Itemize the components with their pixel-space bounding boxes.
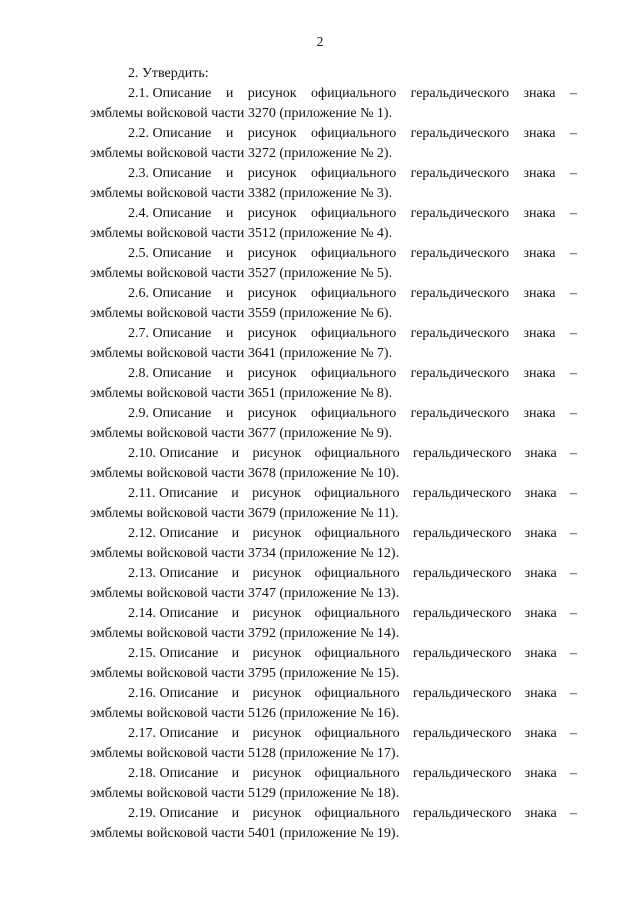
item-second-line: эмблемы войсковой части 3679 (приложение № 11). [90, 506, 399, 521]
item-dash: – [569, 566, 577, 581]
item-dash: – [569, 606, 577, 621]
item-word: и [225, 246, 234, 261]
list-item [90, 284, 577, 324]
item-word: геральдического [412, 726, 512, 741]
list-item [90, 124, 577, 164]
item-dash: – [569, 726, 577, 741]
item-word: знака [524, 566, 557, 581]
item-word: геральдического [412, 766, 512, 781]
item-lead [128, 724, 218, 744]
item-word: знака [523, 326, 556, 341]
item-word: рисунок [247, 126, 297, 141]
list-item [90, 84, 577, 124]
item-word: знака [523, 86, 556, 101]
item-word: рисунок [252, 806, 302, 821]
item-number: 2.4. [128, 206, 149, 221]
item-first-line [90, 124, 577, 144]
item-lead [128, 164, 211, 184]
item-word: Описание [159, 646, 219, 661]
item-first-line [90, 684, 577, 704]
item-number: 2.5. [128, 246, 149, 261]
item-word: геральдического [412, 446, 512, 461]
item-word: знака [523, 166, 556, 181]
item-lead [128, 444, 218, 464]
item-second-line: эмблемы войсковой части 5129 (приложение № 18). [90, 786, 400, 801]
item-word: официального [314, 766, 400, 781]
item-word: официального [311, 286, 397, 301]
item-word: рисунок [247, 86, 297, 101]
item-number: 2.2. [128, 126, 149, 141]
item-lead [128, 764, 218, 784]
item-word: геральдического [410, 326, 510, 341]
item-number: 2.15. [128, 646, 156, 661]
item-dash: – [569, 366, 577, 381]
item-word: официального [314, 686, 400, 701]
item-word: знака [524, 726, 557, 741]
item-second-line: эмблемы войсковой части 3527 (приложение № 5). [90, 266, 393, 281]
item-lead [128, 524, 218, 544]
item-number: 2.14. [128, 606, 156, 621]
item-word: рисунок [247, 246, 297, 261]
list-item [90, 684, 577, 724]
item-word: Описание [152, 86, 212, 101]
item-second-line: эмблемы войсковой части 3559 (приложение № 6). [90, 306, 393, 321]
item-dash: – [569, 646, 577, 661]
item-word: геральдического [412, 646, 512, 661]
item-number: 2.7. [128, 326, 149, 341]
item-word: Описание [158, 486, 218, 501]
item-second-line: эмблемы войсковой части 5401 (приложение № 19). [90, 826, 400, 841]
item-first-line [90, 284, 577, 304]
item-word: и [225, 406, 234, 421]
item-word: официального [314, 806, 400, 821]
item-lead [128, 324, 211, 344]
item-second-line: эмблемы войсковой части 3382 (приложение № 3). [90, 186, 393, 201]
item-lead [128, 804, 218, 824]
item-lead [128, 284, 211, 304]
items-list [90, 84, 577, 844]
item-number: 2.19. [128, 806, 156, 821]
item-word: геральдического [410, 366, 510, 381]
item-word: и [231, 766, 240, 781]
item-word: знака [523, 246, 556, 261]
item-word: рисунок [247, 406, 297, 421]
item-word: официального [314, 446, 400, 461]
item-word: и [231, 486, 239, 501]
item-word: знака [524, 486, 557, 501]
item-dash: – [569, 246, 577, 261]
item-word: и [231, 566, 240, 581]
item-word: и [225, 366, 234, 381]
item-word: официального [314, 566, 400, 581]
item-word: геральдического [410, 246, 510, 261]
item-second-line: эмблемы войсковой части 5126 (приложение № 16). [90, 706, 400, 721]
item-word: официального [311, 86, 397, 101]
list-item [90, 564, 577, 604]
item-dash: – [569, 526, 577, 541]
item-number: 2.6. [128, 286, 149, 301]
item-word: Описание [159, 806, 219, 821]
item-word: и [225, 326, 234, 341]
item-number: 2.17. [128, 726, 156, 741]
item-word: знака [524, 766, 557, 781]
item-word: официального [314, 646, 400, 661]
item-word: геральдического [412, 806, 512, 821]
item-number: 2.11. [128, 486, 156, 501]
item-word: Описание [159, 566, 219, 581]
list-item [90, 404, 577, 444]
item-second-line: эмблемы войсковой части 3677 (приложение № 9). [90, 426, 393, 441]
item-word: официального [314, 486, 400, 501]
item-first-line [90, 404, 577, 424]
item-word: рисунок [247, 166, 297, 181]
item-word: официального [311, 406, 397, 421]
item-number: 2.12. [128, 526, 156, 541]
item-number: 2.18. [128, 766, 156, 781]
item-word: официального [311, 166, 397, 181]
item-second-line: эмблемы войсковой части 3678 (приложение № 10). [90, 466, 400, 481]
item-second-line: эмблемы войсковой части 3795 (приложение № 15). [90, 666, 400, 681]
page-number: 2 [316, 34, 324, 49]
item-dash: – [569, 86, 577, 101]
item-dash: – [569, 486, 577, 501]
item-word: рисунок [247, 206, 297, 221]
item-word: официального [311, 126, 397, 141]
item-first-line [90, 84, 577, 104]
item-first-line [90, 764, 577, 784]
item-dash: – [569, 326, 577, 341]
item-word: рисунок [252, 606, 302, 621]
item-word: знака [523, 406, 556, 421]
item-second-line: эмблемы войсковой части 3272 (приложение № 2). [90, 146, 393, 161]
item-first-line [90, 444, 577, 464]
item-word: Описание [152, 406, 212, 421]
item-word: Описание [152, 326, 212, 341]
item-number: 2.9. [128, 406, 149, 421]
item-word: рисунок [247, 286, 297, 301]
list-item [90, 324, 577, 364]
item-word: знака [524, 646, 557, 661]
item-word: официального [311, 246, 397, 261]
item-word: и [231, 806, 240, 821]
item-word: Описание [152, 126, 212, 141]
item-word: официального [311, 206, 397, 221]
item-word: и [231, 446, 240, 461]
item-word: рисунок [247, 326, 297, 341]
item-first-line [90, 164, 577, 184]
item-word: официального [314, 526, 400, 541]
item-lead [128, 604, 218, 624]
list-item [90, 804, 577, 844]
list-item [90, 204, 577, 244]
item-dash: – [569, 686, 577, 701]
item-word: и [231, 606, 240, 621]
list-item [90, 724, 577, 764]
item-first-line [90, 364, 577, 384]
item-word: геральдического [410, 126, 510, 141]
list-item [90, 444, 577, 484]
item-second-line: эмблемы войсковой части 3512 (приложение № 4). [90, 226, 393, 241]
item-first-line [90, 644, 577, 664]
item-second-line: эмблемы войсковой части 3270 (приложение № 1). [90, 106, 393, 121]
item-word: и [231, 526, 240, 541]
item-word: рисунок [252, 646, 302, 661]
item-lead [128, 404, 211, 424]
item-dash: – [569, 286, 577, 301]
item-dash: – [569, 766, 577, 781]
item-word: Описание [159, 726, 219, 741]
list-item [90, 524, 577, 564]
item-lead [128, 84, 211, 104]
item-word: рисунок [252, 446, 302, 461]
item-word: Описание [159, 686, 219, 701]
item-number: 2.1. [128, 86, 149, 101]
item-word: и [225, 86, 234, 101]
item-word: рисунок [252, 686, 302, 701]
item-word: Описание [152, 206, 212, 221]
item-lead [128, 644, 218, 664]
item-word: геральдического [410, 86, 510, 101]
item-second-line: эмблемы войсковой части 3747 (приложение № 13). [90, 586, 400, 601]
item-word: Описание [152, 286, 212, 301]
list-item [90, 764, 577, 804]
item-word: и [231, 686, 240, 701]
item-number: 2.13. [128, 566, 156, 581]
item-second-line: эмблемы войсковой части 3641 (приложение № 7). [90, 346, 393, 361]
item-word: знака [523, 126, 556, 141]
item-first-line [90, 564, 577, 584]
item-word: официального [314, 606, 400, 621]
item-word: геральдического [410, 406, 510, 421]
item-word: официального [311, 366, 397, 381]
item-word: и [231, 646, 240, 661]
item-word: геральдического [412, 566, 512, 581]
item-first-line [90, 324, 577, 344]
item-word: официального [314, 726, 400, 741]
item-dash: – [569, 126, 577, 141]
item-word: Описание [159, 606, 219, 621]
list-item [90, 484, 577, 524]
item-word: рисунок [252, 726, 302, 741]
item-word: и [231, 726, 240, 741]
item-first-line [90, 244, 577, 264]
list-item [90, 644, 577, 684]
item-number: 2.3. [128, 166, 149, 181]
item-dash: – [569, 206, 577, 221]
item-lead [128, 684, 218, 704]
item-number: 2.16. [128, 686, 156, 701]
item-word: знака [523, 286, 556, 301]
item-word: рисунок [252, 486, 301, 501]
item-word: рисунок [252, 566, 302, 581]
item-word: Описание [159, 766, 219, 781]
item-second-line: эмблемы войсковой части 3734 (приложение № 12). [90, 546, 400, 561]
item-lead [128, 564, 218, 584]
list-item [90, 164, 577, 204]
item-dash: – [569, 166, 577, 181]
item-word: рисунок [247, 366, 297, 381]
item-lead [128, 244, 211, 264]
list-item [90, 364, 577, 404]
item-first-line [90, 484, 577, 504]
item-first-line [90, 604, 577, 624]
item-word: и [225, 166, 234, 181]
item-word: знака [524, 526, 557, 541]
list-item [90, 604, 577, 644]
item-word: геральдического [410, 286, 510, 301]
item-word: геральдического [412, 606, 512, 621]
item-word: геральдического [410, 206, 510, 221]
item-dash: – [569, 406, 577, 421]
item-second-line: эмблемы войсковой части 5128 (приложение № 17). [90, 746, 400, 761]
list-item [90, 244, 577, 284]
item-word: геральдического [410, 166, 510, 181]
item-word: и [225, 286, 234, 301]
document-body [90, 64, 577, 844]
item-word: Описание [159, 446, 219, 461]
item-word: знака [524, 806, 557, 821]
item-word: Описание [152, 366, 212, 381]
item-word: рисунок [252, 766, 302, 781]
item-first-line [90, 804, 577, 824]
item-dash: – [569, 806, 577, 821]
item-lead [128, 364, 211, 384]
item-first-line [90, 724, 577, 744]
item-lead [128, 484, 218, 504]
item-word: официального [311, 326, 397, 341]
item-word: и [225, 206, 234, 221]
item-number: 2.8. [128, 366, 149, 381]
item-word: Описание [152, 246, 212, 261]
item-word: и [225, 126, 234, 141]
item-word: рисунок [252, 526, 302, 541]
item-word: знака [524, 606, 557, 621]
item-first-line [90, 524, 577, 544]
item-word: знака [523, 206, 556, 221]
section-intro: 2. Утвердить: [128, 66, 209, 81]
item-dash: – [569, 446, 577, 461]
item-word: знака [524, 446, 557, 461]
item-word: знака [523, 366, 556, 381]
item-lead [128, 204, 211, 224]
item-second-line: эмблемы войсковой части 3792 (приложение № 14). [90, 626, 400, 641]
item-word: Описание [159, 526, 219, 541]
item-lead [128, 124, 211, 144]
item-first-line [90, 204, 577, 224]
item-word: геральдического [412, 526, 512, 541]
item-word: Описание [152, 166, 212, 181]
item-word: геральдического [412, 686, 512, 701]
item-word: знака [524, 686, 557, 701]
item-word: геральдического [412, 486, 512, 501]
item-second-line: эмблемы войсковой части 3651 (приложение № 8). [90, 386, 393, 401]
item-number: 2.10. [128, 446, 156, 461]
